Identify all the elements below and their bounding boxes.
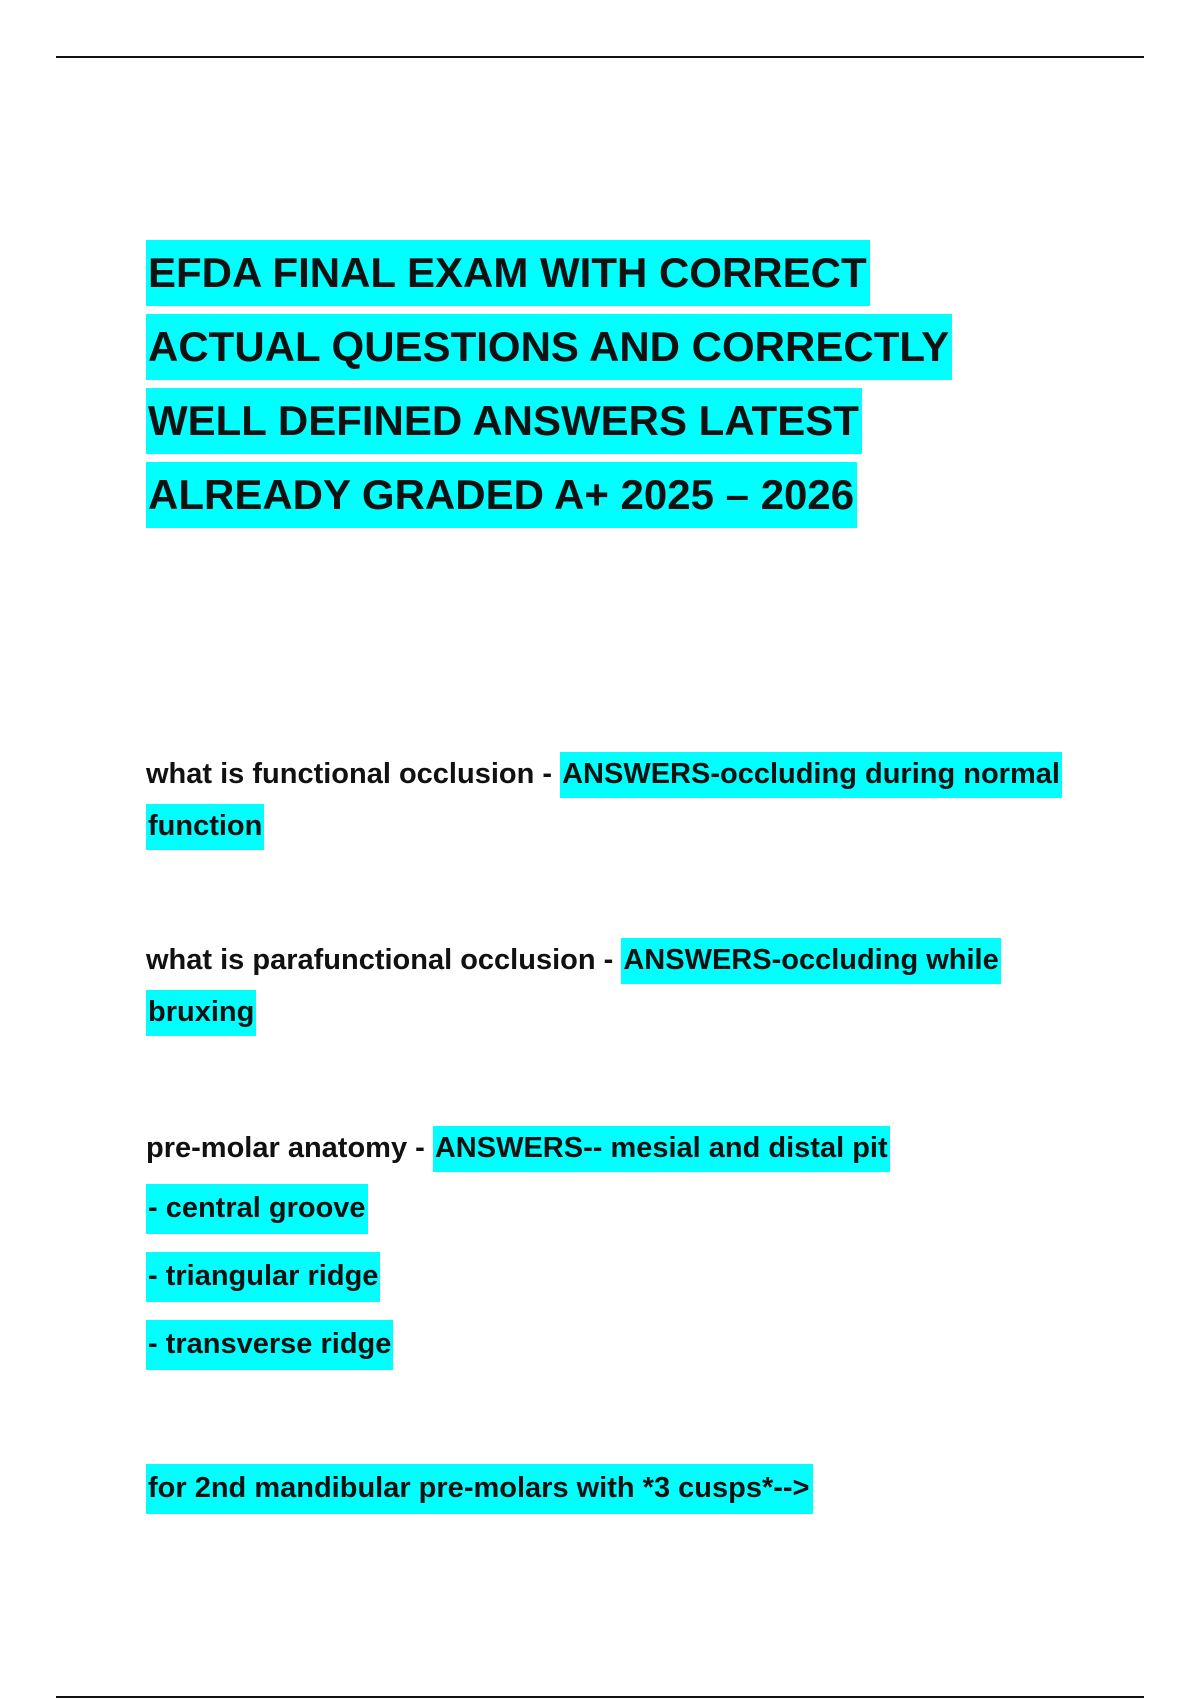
note-text: for 2nd mandibular pre-molars with *3 cusps*--> [146, 1464, 813, 1514]
qa-item-premolar-anatomy [146, 1122, 1106, 1378]
answer-text: - central groove [146, 1184, 368, 1234]
answer-line [146, 1242, 1106, 1310]
title-line-3: WELL DEFINED ANSWERS LATEST [146, 388, 862, 454]
answer-text: ANSWERS-occluding while bruxing [146, 938, 1001, 1036]
title-line-1: EFDA FINAL EXAM WITH CORRECT [146, 240, 870, 306]
answer-text: - triangular ridge [146, 1252, 380, 1302]
document-title [146, 236, 1146, 532]
answer-text: ANSWERS-occluding during normal function [146, 752, 1062, 850]
footer-rule [56, 1696, 1144, 1698]
answer-line [146, 1122, 1106, 1174]
qa-item-functional-occlusion [146, 748, 1106, 852]
answer-line [146, 1310, 1106, 1378]
answer-text: ANSWERS-- mesial and distal pit [433, 1126, 890, 1172]
header-rule [56, 56, 1144, 58]
question-text: what is functional occlusion - [146, 758, 561, 790]
answer-line [146, 1174, 1106, 1242]
answer-text: - transverse ridge [146, 1320, 393, 1370]
question-text: what is parafunctional occlusion - [146, 944, 622, 976]
qa-item-parafunctional-occlusion [146, 934, 1106, 1038]
title-line-4: ALREADY GRADED A+ 2025 – 2026 [146, 462, 857, 528]
question-text: pre-molar anatomy - [146, 1132, 433, 1164]
title-line-2: ACTUAL QUESTIONS AND CORRECTLY [146, 314, 952, 380]
section-note [146, 1462, 813, 1514]
